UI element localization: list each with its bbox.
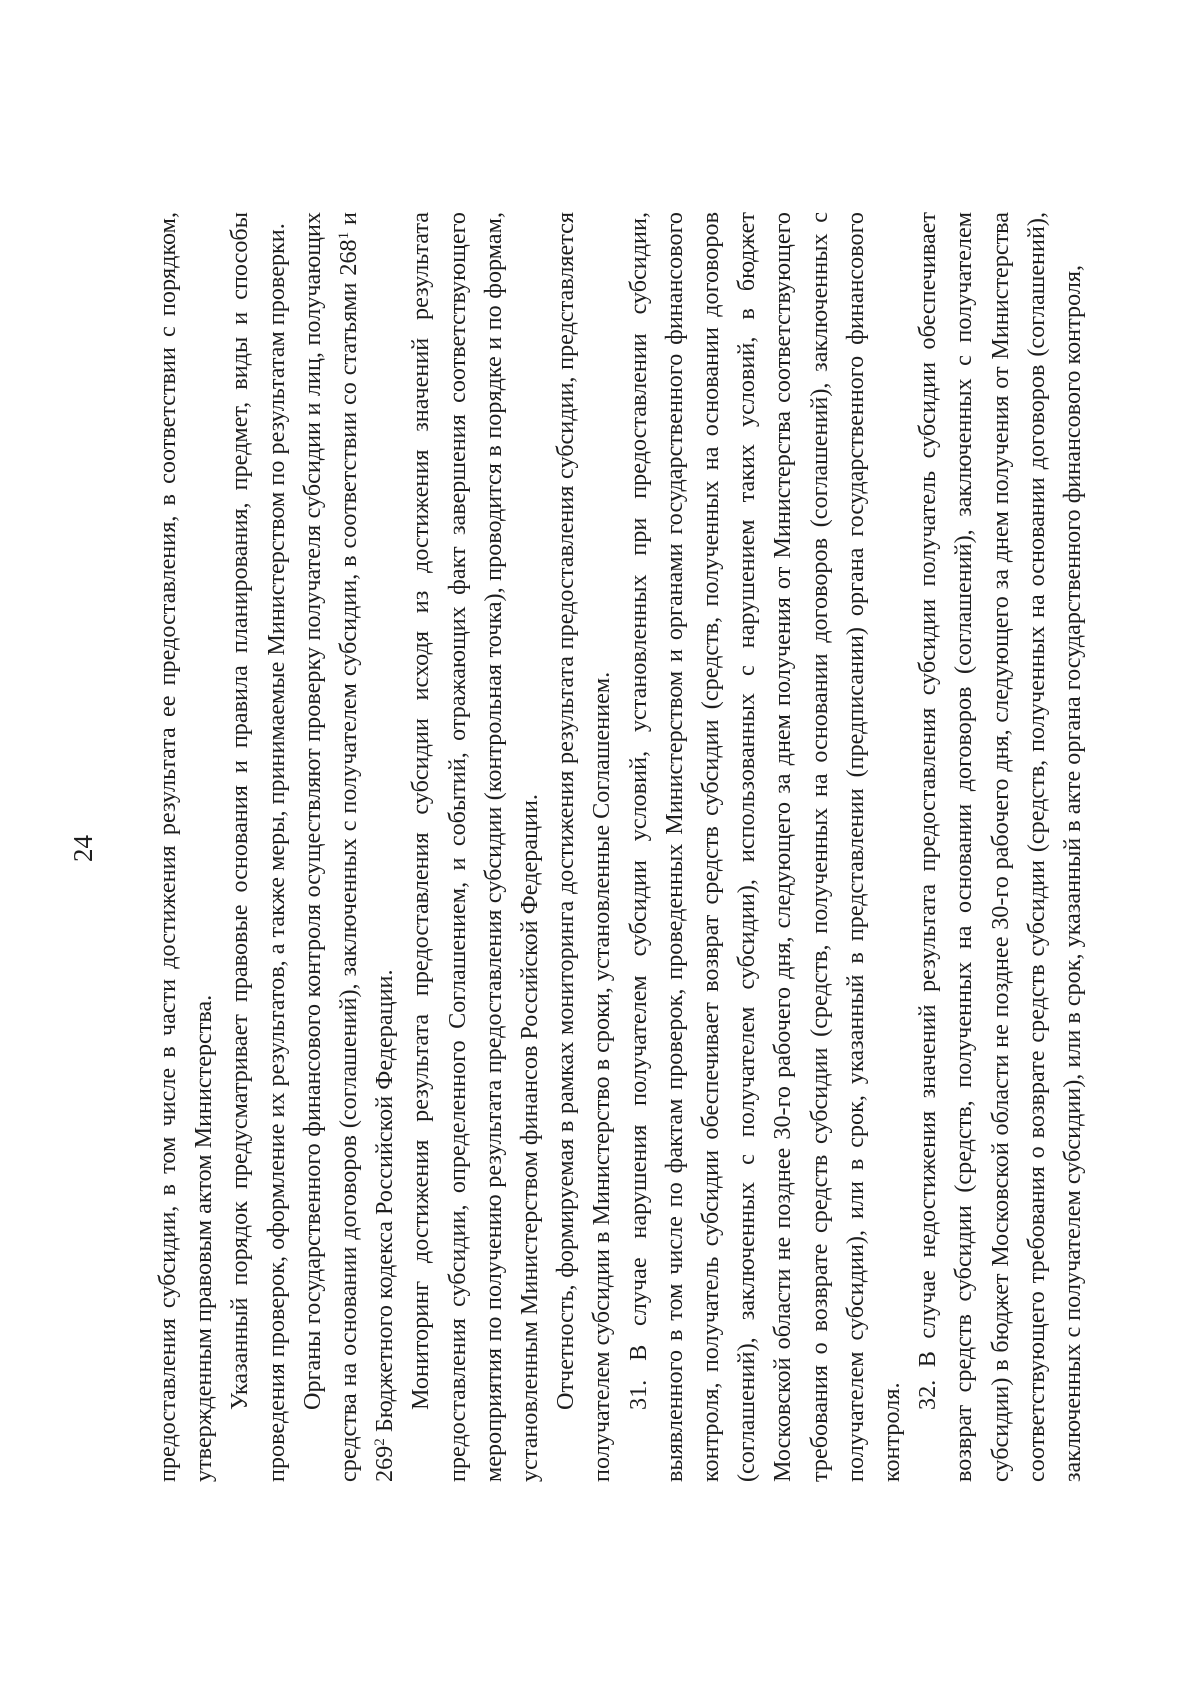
paragraph-text: Бюджетного кодекса Российской Федерации. (371, 969, 399, 1439)
paragraph-text: Указанный порядок предусматривает правовые основания и правила планирования, предмет, виды и способы проведения проверок, оформление их результатов, а также меры, принимаемые Министерством по результатам проверки. (226, 212, 290, 1482)
paragraph (403, 212, 548, 1482)
paragraph-text: 31. В случае нарушения получателем субсидии условий, установленных при предоставлении субсидии, выявленного в том числе по фактам проверок, проведенных Министерством и органами государственного финансового контроля, получатель субсидии обеспечивает возврат средств субсидии (средств, полученных на основании договоров (соглашений), заключенных с получателем субсидии), использованных с нарушением таких условий, в бюджет Московской области не позднее 30-го рабочего дня, следующего за днем получения от Министерства соответствующего требования о возврате средств субсидии (средств, полученных на основании договоров (соглашений), заключенных с получателем субсидии), или в срок, указанный в представлении (предписании) органа государственного финансового контроля. (624, 212, 906, 1482)
page-number: 24 (68, 835, 98, 862)
paragraph-text: Органы государственного финансового контроля осуществляют проверку получателя субсидии и лиц, получающих средства на основании договоров (соглашений), заключенных с получателем субсидии, в соответствии со статьями 268 (298, 212, 363, 1482)
paragraph (548, 212, 620, 1482)
paragraph-text: Мониторинг достижения результата предоставления субсидии исходя из достижения значений результата предоставления субсидии, определенного Соглашением, и событий, отражающих факт завершения соответствующего мероприятия по получению результата предоставления субсидии (контрольная точка), проводится в порядке и по формам, установленным Министерством финансов Российской Федерации. (407, 212, 544, 1482)
paragraph (910, 212, 1091, 1482)
paragraph-text: 32. В случае недостижения значений результата предоставления субсидии получатель субсидии обеспечивает возврат средств субсидии (средств, полученных на основании договоров (соглашений), заключенных с получателем субсидии) в бюджет Московской области не позднее 30-го рабочего дня, следующего за днем получения от Министерства соответствующего требования о возврате средств субсидии (средств, полученных на основании договоров (соглашений), заключенных с получателем субсидии), или в срок, указанный в акте органа государственного финансового контроля, (914, 212, 1087, 1482)
paragraph-text: Отчетность, формируемая в рамках мониторинга достижения результата предоставления субсидии, представляется получателем субсидии в Министерство в сроки, установленные Соглашением. (552, 212, 616, 1482)
paragraph (150, 212, 222, 1482)
superscript: 2 (372, 1438, 389, 1446)
superscript: 1 (336, 231, 353, 240)
paragraph (621, 212, 911, 1482)
paragraph-text: предоставления субсидии, в том числе в части достижения результата ее предоставления, в соответствии с порядком, утвержденным правовым актом Министерства. (154, 212, 218, 1482)
paragraph (295, 212, 404, 1482)
document-body (150, 212, 1091, 1482)
paragraph-text: и 269 (335, 212, 399, 1482)
paragraph (222, 212, 294, 1482)
